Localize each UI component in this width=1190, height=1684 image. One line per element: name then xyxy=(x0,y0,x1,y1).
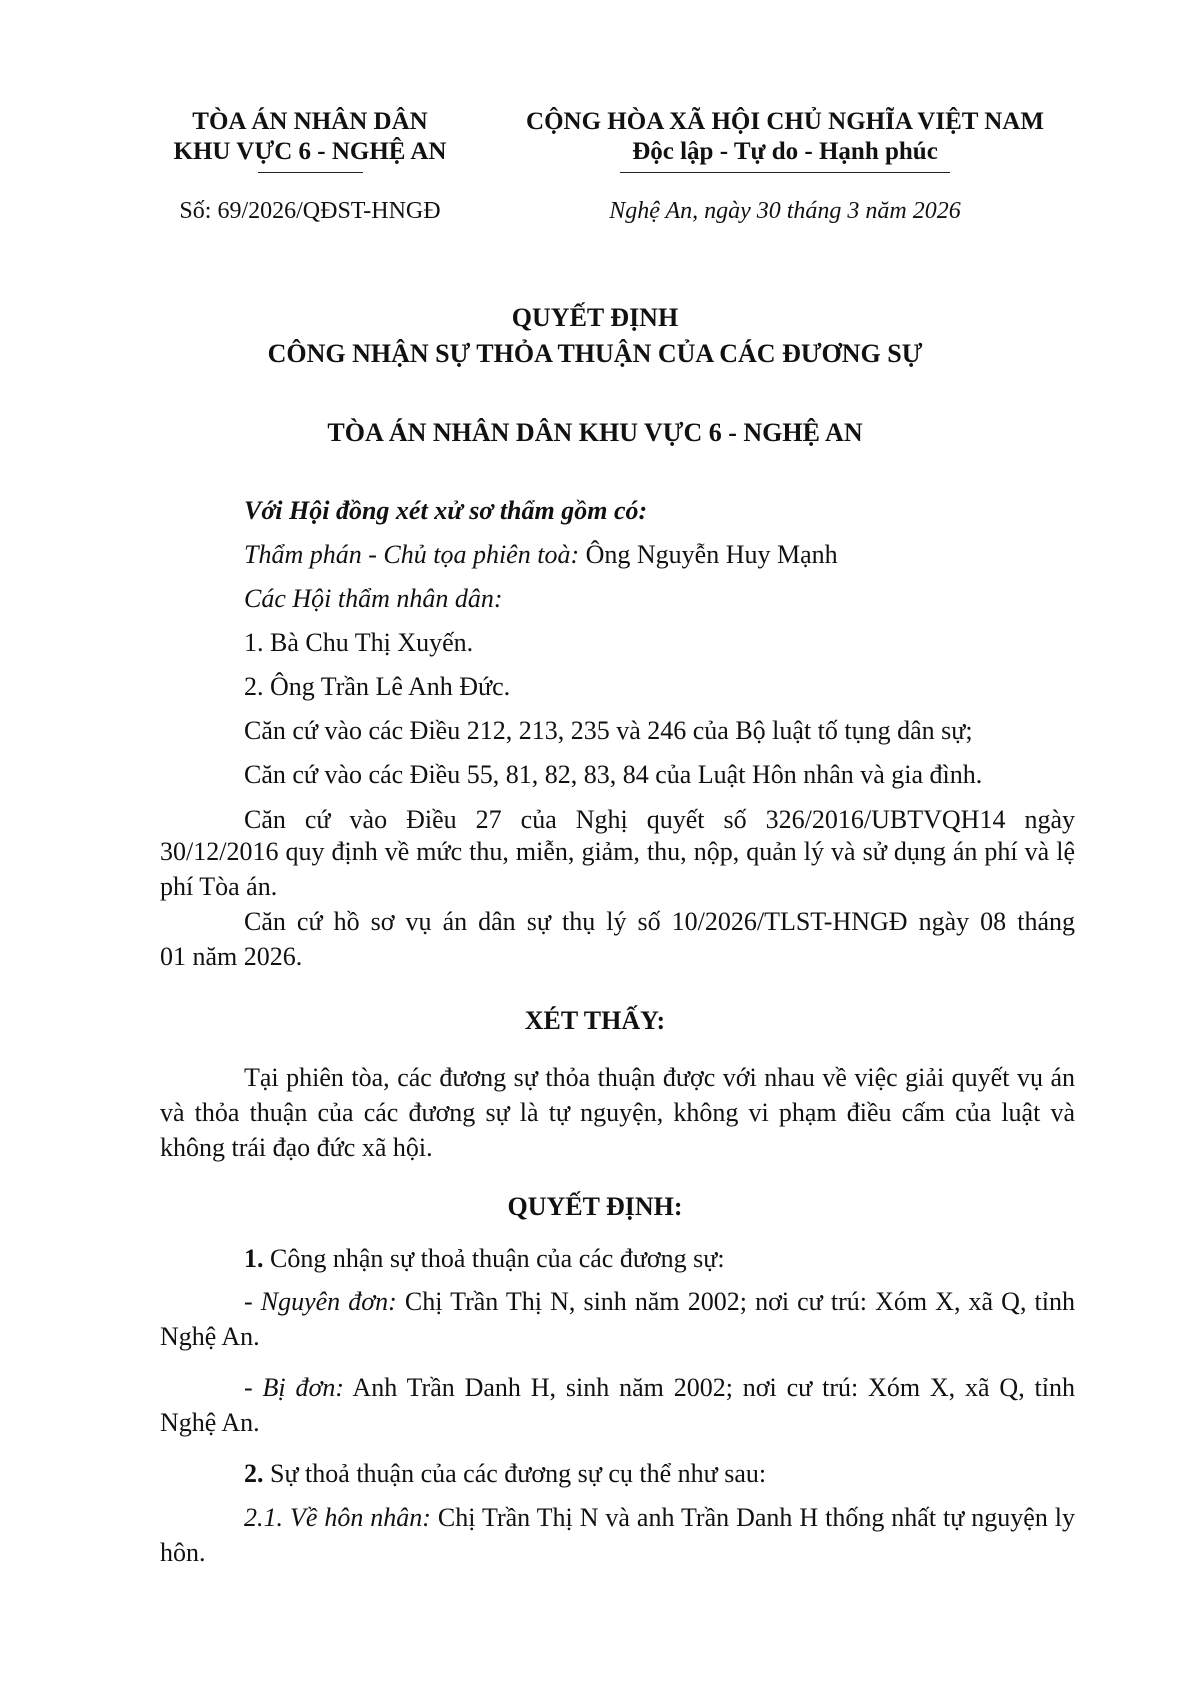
judge-line xyxy=(244,536,838,574)
defendant-label: - Bị đơn: xyxy=(244,1373,345,1402)
title-court: TÒA ÁN NHÂN DÂN KHU VỰC 6 - NGHỆ AN xyxy=(327,418,863,447)
findings-heading: XÉT THẤY: xyxy=(524,1006,666,1035)
title-decision: QUYẾT ĐỊNH xyxy=(511,303,679,332)
plaintiff-text: Chị Trần Thị N, sinh năm 2002; nơi cư trú: Xóm X, xã Q, tỉnh Nghệ An. xyxy=(160,1287,1075,1351)
defendant-text: Anh Trần Danh H, sinh năm 2002; nơi cư trú: Xóm X, xã Q, tỉnh Nghệ An. xyxy=(160,1373,1075,1437)
item-2-number: 2. xyxy=(244,1459,264,1488)
nation-name: CỘNG HÒA XÃ HỘI CHỦ NGHĨA VIỆT NAM xyxy=(526,108,1044,135)
item-1-number: 1. xyxy=(244,1244,264,1273)
plaintiff-label: - Nguyên đơn: xyxy=(244,1287,397,1316)
decision-heading: QUYẾT ĐỊNH: xyxy=(507,1192,683,1221)
item-1-text: Công nhận sự thoả thuận của các đương sự: xyxy=(263,1244,725,1273)
defendant-paragraph xyxy=(160,1370,1075,1440)
legal-basis-2: Căn cứ vào các Điều 55, 81, 82, 83, 84 của Luật Hôn nhân và gia đình. xyxy=(244,760,983,789)
assessor-1: 1. Bà Chu Thị Xuyến. xyxy=(244,628,474,657)
title-subject: CÔNG NHẬN SỰ THỎA THUẬN CỦA CÁC ĐƯƠNG SỰ xyxy=(267,339,923,368)
legal-basis-3-first: Căn cứ vào Điều 27 của Nghị quyết số 326/2016/UBTVQH14 ngày xyxy=(244,805,1075,834)
judge-name: Ông Nguyễn Huy Mạnh xyxy=(579,540,838,569)
decision-item-2-1 xyxy=(160,1500,1075,1570)
national-motto: Độc lập - Tự do - Hạnh phúc xyxy=(632,138,938,165)
legal-basis-1: Căn cứ vào các Điều 212, 213, 235 và 246 của Bộ luật tố tụng dân sự; xyxy=(244,716,973,745)
court-name-line2: KHU VỰC 6 - NGHỆ AN xyxy=(173,138,447,165)
place-date: Nghệ An, ngày 30 tháng 3 năm 2026 xyxy=(609,198,961,224)
decision-number: Số: 69/2026/QĐST-HNGĐ xyxy=(179,198,441,224)
decision-item-1 xyxy=(244,1240,725,1278)
legal-basis-4-first: Căn cứ hồ sơ vụ án dân sự thụ lý số 10/2026/TLST-HNGĐ ngày 08 tháng xyxy=(244,907,1075,936)
decision-item-2 xyxy=(244,1455,766,1493)
item-2-text: Sự thoả thuận của các đương sự cụ thể như sau: xyxy=(263,1459,767,1488)
legal-basis-3-rest: 30/12/2016 quy định về mức thu, miễn, giảm, thu, nộp, quản lý và sử dụng án phí và lệ phí Tòa án. xyxy=(160,837,1075,901)
legal-basis-4-rest: 01 năm 2026. xyxy=(160,942,303,971)
assessor-2: 2. Ông Trần Lê Anh Đức. xyxy=(244,672,511,701)
court-name-line1: TÒA ÁN NHÂN DÂN xyxy=(192,108,428,135)
assessors-label: Các Hội thẩm nhân dân: xyxy=(244,584,503,613)
item-2-1-text: Chị Trần Thị N và anh Trần Danh H thống nhất tự nguyện ly hôn. xyxy=(160,1503,1075,1567)
plaintiff-paragraph xyxy=(160,1284,1075,1354)
header-right-rule xyxy=(620,172,950,173)
findings-text: Tại phiên tòa, các đương sự thỏa thuận được với nhau về việc giải quyết vụ án và thỏa thuận của các đương sự là tự nguyện, không vi phạm điều cấm của luật và không trái đạo đức xã hội. xyxy=(160,1063,1075,1162)
header-left-rule xyxy=(258,172,363,173)
panel-heading: Với Hội đồng xét xử sơ thẩm gồm có: xyxy=(244,496,648,525)
item-2-1-label: 2.1. Về hôn nhân: xyxy=(244,1503,431,1532)
judge-label: Thẩm phán - Chủ tọa phiên toà: xyxy=(244,540,580,569)
